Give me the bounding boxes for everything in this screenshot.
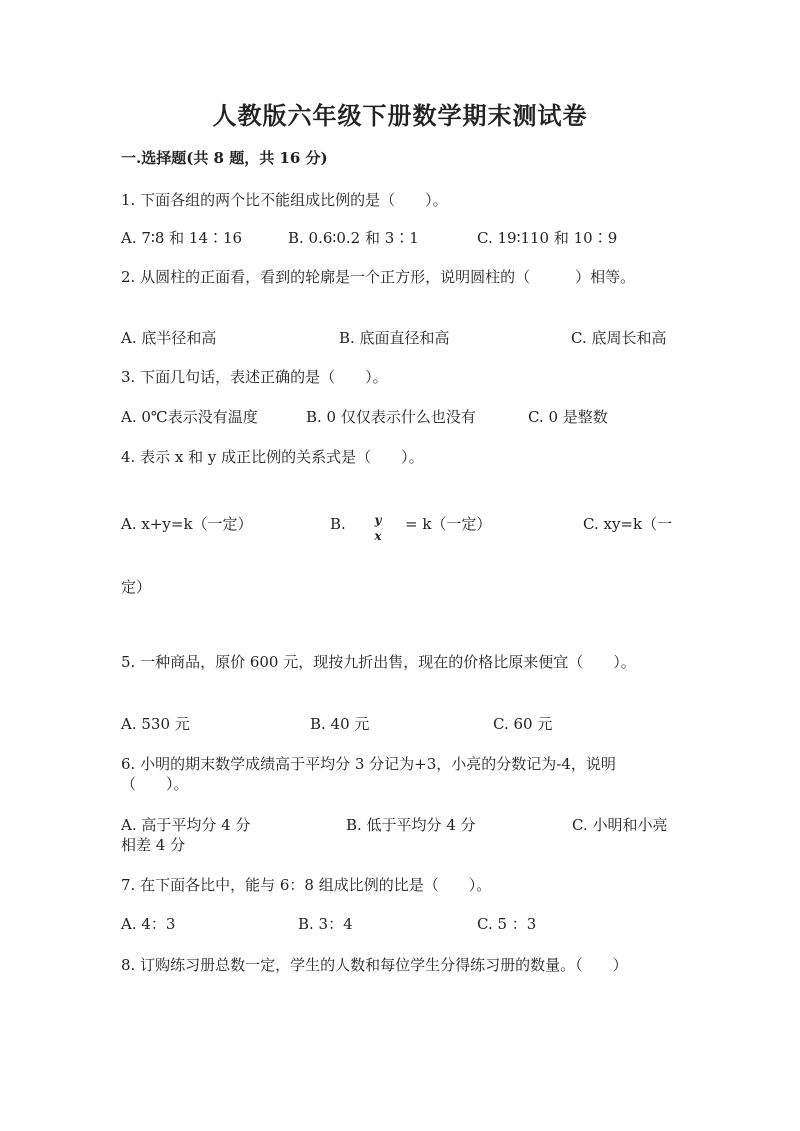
- question-6-stem-line2: （ ）。: [121, 775, 189, 793]
- question-5-option-c: C. 60 元: [493, 715, 553, 733]
- question-7-option-c: C. 5 ：3: [477, 915, 537, 933]
- question-1-option-c: C. 19∶110 和 10∶9: [477, 229, 618, 247]
- question-1-option-a: A. 7∶8 和 14∶16: [121, 229, 243, 247]
- question-1-stem: 1. 下面各组的两个比不能组成比例的是（ ）。: [121, 191, 448, 209]
- question-5-option-a: A. 530 元: [121, 715, 190, 733]
- section-heading: 一.选择题(共 8 题，共 16 分): [121, 149, 328, 167]
- question-2-stem: 2. 从圆柱的正面看，看到的轮廓是一个正方形，说明圆柱的（ ）相等。: [121, 268, 636, 286]
- question-7-stem: 7. 在下面各比中，能与 6：8 组成比例的比是（ ）。: [121, 876, 492, 894]
- question-6-option-c-wrap: 相差 4 分: [121, 836, 186, 854]
- question-7-option-a: A. 4：3: [121, 915, 176, 933]
- question-4-option-b-rest: = k（一定）: [405, 515, 492, 533]
- question-8-stem: 8. 订购练习册总数一定，学生的人数和每位学生分得练习册的数量。（ ）: [121, 956, 628, 974]
- question-3-stem: 3. 下面几句话，表述正确的是（ ）。: [121, 368, 388, 386]
- question-4-stem: 4. 表示 x 和 y 成正比例的关系式是（ ）。: [121, 448, 424, 466]
- question-6-option-c: C. 小明和小亮: [572, 816, 668, 834]
- question-7-option-b: B. 3：4: [298, 915, 353, 933]
- page-title: 人教版六年级下册数学期末测试卷: [212, 101, 588, 130]
- question-2-option-b: B. 底面直径和高: [339, 329, 450, 347]
- question-3-option-c: C. 0 是整数: [528, 408, 608, 426]
- question-3-option-b: B. 0 仅仅表示什么也没有: [306, 408, 476, 426]
- question-2-option-a: A. 底半径和高: [121, 329, 217, 347]
- fraction-denominator: x: [374, 529, 382, 543]
- question-4-option-c-wrap: 定）: [121, 578, 152, 596]
- question-6-option-b: B. 低于平均分 4 分: [346, 816, 476, 834]
- question-5-option-b: B. 40 元: [310, 715, 370, 733]
- fraction-numerator: y: [374, 513, 382, 527]
- question-2-option-c: C. 底周长和高: [571, 329, 667, 347]
- question-4-option-a: A. x+y=k（一定）: [121, 515, 253, 533]
- question-6-option-a: A. 高于平均分 4 分: [121, 816, 251, 834]
- question-3-option-a: A. 0℃表示没有温度: [121, 408, 258, 426]
- question-4-option-c: C. xy=k（一: [583, 515, 673, 533]
- question-4-option-b-label: B.: [330, 515, 346, 533]
- question-5-stem: 5. 一种商品，原价 600 元，现按九折出售，现在的价格比原来便宜（ ）。: [121, 653, 636, 671]
- question-1-option-b: B. 0.6∶0.2 和 3∶1: [288, 229, 419, 247]
- question-6-stem-line1: 6. 小明的期末数学成绩高于平均分 3 分记为+3，小亮的分数记为-4，说明: [121, 755, 616, 773]
